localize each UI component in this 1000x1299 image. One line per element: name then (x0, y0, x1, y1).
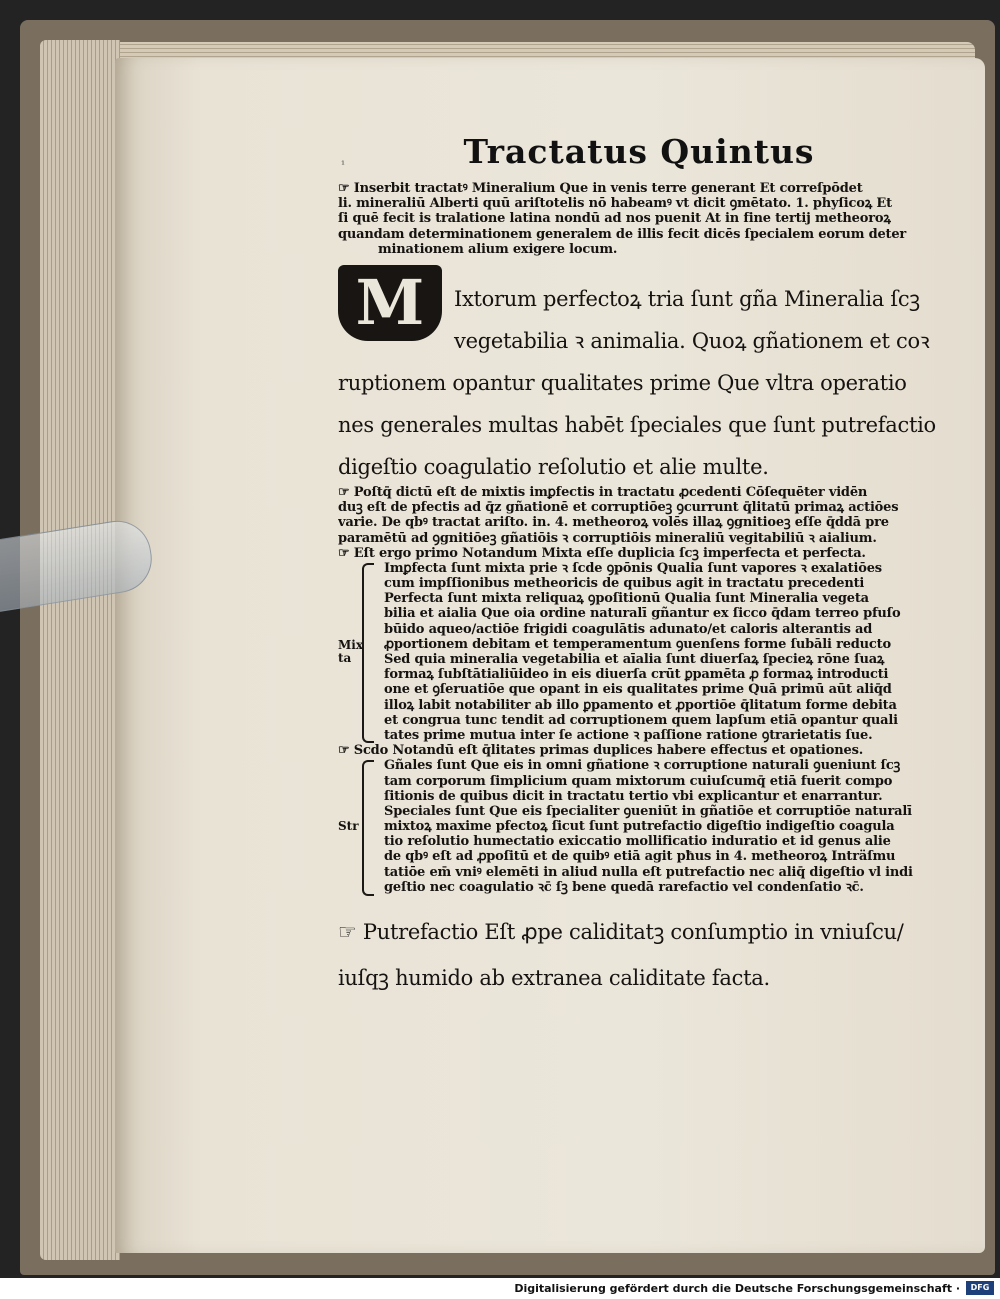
text-line: one et ꝯſeruatiōe que opant in eis qualitates prime Quā primū aūt aliq̄d (384, 682, 892, 698)
intro-paragraph (338, 181, 940, 257)
text-block (338, 132, 940, 1001)
text-line: tatiōe em̄ vniꝰ elemēti in aliud nulla eſt putrefactio nec aliq̄ digeſtio vl̄ indi (384, 864, 913, 880)
text-line: cum impſſionibus metheoricis de quibus agit in tractatu precedenti (384, 576, 865, 592)
section-paragraph (338, 485, 940, 561)
large-text-line: ruptionem opantur qualitates prime Que vltra operatio (338, 370, 907, 395)
text-line: duꝫ eſt de pfectis ad q̄z gñationē et corruptiōeꝫ ꝯcurrunt q̄litatū primaꝝ actiōes (338, 500, 899, 516)
text-line: Imꝑfecta ſunt mixta prie ꝛ ſcde ꝯpōnis Qualia ſunt vapores ꝛ exalatiōes (384, 560, 882, 576)
division-label: Mix ta (338, 637, 363, 665)
footer-credit: Digitalisierung gefördert durch die Deutsche Forschungsgemeinschaft · (514, 1282, 960, 1295)
division-brace (362, 760, 374, 896)
text-line: ſi quē fecit is tralatione latina nondū ad nos puenit At in fine tertij metheoroꝝ (338, 211, 891, 227)
text-line: paramētū ad ꝯgnitiōeꝫ gñatiōis ꝛ corruptiōis mineraliū vegitabiliū ꝛ aialium. (338, 530, 877, 546)
division-brace (362, 563, 374, 743)
text-line: Perfecta ſunt mixta reliquaꝝ ꝯpoſitionū Qualia ſunt Mineralia vegeta (384, 591, 869, 607)
closing-paragraph (338, 909, 940, 1001)
text-line: formaꝝ ſubſtātialiūideo in eis diuerſa crūt ꝑpamēta ꝓ formaꝝ introducti (384, 667, 889, 683)
footer-bar (0, 1278, 1000, 1299)
text-line: Gñales ſunt Que eis in omni gñatione ꝛ corruptione naturali ꝯueniunt ſcꝫ (384, 758, 901, 774)
text-line: ꝓportionem debitam et temperamentum ꝯuenſens forme ſubāli reducto (384, 636, 891, 652)
text-line: li. mineraliū Alberti quū ariſtotelis nō habeamꝰ vt dicit ꝯmētato. 1. phyſicoꝝ Et (338, 196, 892, 212)
large-text-line: ☞ Putrefactio Eſt ꝓpe caliditatꝫ conſumptio in vniuſcu/ (338, 920, 904, 944)
large-text-line: digeſtio coagulatio reſolutio et alie multe. (338, 454, 769, 479)
text-line: Sed quia mineralia vegetabilia et aīalia ſunt diuerſaꝝ ſpecieꝝ rōne ſuaꝝ (384, 652, 885, 667)
page-title: Tractatus Quintus (463, 132, 815, 171)
large-text-line: vegetabilia ꝛ animalia. Quoꝝ gñationem et coꝛ (454, 328, 930, 353)
text-line: geſtio nec coagulatio ꝛc̄ ſꝫ bene quedā rarefactio vel condenſatio ꝛc̄. (384, 879, 864, 895)
second-note: ☞ Scdo Notandū eſt q̄litates primas duplices habere effectus et opationes. (338, 743, 864, 759)
page-side-edges (40, 40, 120, 1260)
large-text-line: nes generales multas habēt ſpeciales que ſunt putrefactio (338, 412, 936, 437)
text-line: ☞ Inserbit tractatꝰ Mineralium Que in venis terre generant Et correſpōdet (338, 181, 863, 196)
division-label: Str (338, 819, 359, 834)
text-line: et congrua tunc tendit ad corruptionem quem lapſum etiā opantur quali (384, 712, 898, 728)
text-line: tam corporum ſimplicium quam mixtorum cuiuſcumq̄ etiā fuerit compo (384, 773, 893, 789)
text-line: varie. De qbꝰ tractat ariſto. in. 4. metheoroꝝ volēs illaꝝ ꝯgnitioeꝫ eſſe q̄ddā pre (338, 515, 889, 531)
text-line: Speciales ſunt Que eis ſpecialiter ꝯueniūt in gñatiōe et corruptiōe naturalī (384, 803, 912, 819)
str-division (338, 758, 940, 895)
dfg-logo: DFG (966, 1281, 994, 1295)
text-line: quandam determinationem generalem de illis fecit dicēs ſpecialem eorum deter (338, 226, 907, 242)
text-line: tio reſolutio humectatio exiccatio mollificatio induratio et id genus alie (384, 834, 891, 850)
text-line: minationem alium exigere locum. (378, 241, 618, 257)
text-line: bilia et aialia Que oia ordine naturalī gñantur ex ſicco q̄dam terreo pfuſo (384, 606, 901, 622)
page-mark: ¹ (341, 160, 346, 171)
text-line: ☞ Poſtq̄ dictū eſt de mixtis imꝑfectis in tractatu ꝓcedenti Cōſequēter vidēn (338, 484, 868, 500)
text-line: illoꝝ labit notabiliter ab illo ꝑpamento et ꝓportiōe q̄litatum forme debita (384, 697, 897, 713)
text-line: tates prime mutua inter ſe actione ꝛ paſſione ratione ꝯtrarietatis ſue. (384, 727, 873, 743)
text-line: ſitionis de quibus dicit in tractatu tertio vbi explicantur et enarrantur. (384, 788, 883, 804)
mixta-division (338, 561, 940, 743)
main-paragraph (338, 267, 940, 477)
text-line: mixtoꝝ maxime pfectoꝝ ſicut ſunt putrefactio digeſtio indigeſtio coagula (384, 819, 895, 835)
large-text-line: iuſqꝫ humido ab extranea caliditate facta. (338, 966, 770, 990)
initial-letter: M (338, 265, 442, 341)
large-text-line: Ixtorum perfectoꝝ tria ſunt gña Mineralia ſcꝫ (454, 286, 920, 311)
text-line: ☞ Eſt ergo primo Notandum Mixta eſſe duplicia ſcꝫ imperfecta et perfecta. (338, 545, 866, 561)
text-line: de qbꝰ eſt ad ꝓpoſitū et de quibꝰ etiā agit pħus in 4. metheoroꝝ Inträſmu (384, 849, 896, 865)
text-line: būido aqueo/actiōe frigidi coagulātis adunato/et caloris alterantis ad (384, 621, 873, 637)
